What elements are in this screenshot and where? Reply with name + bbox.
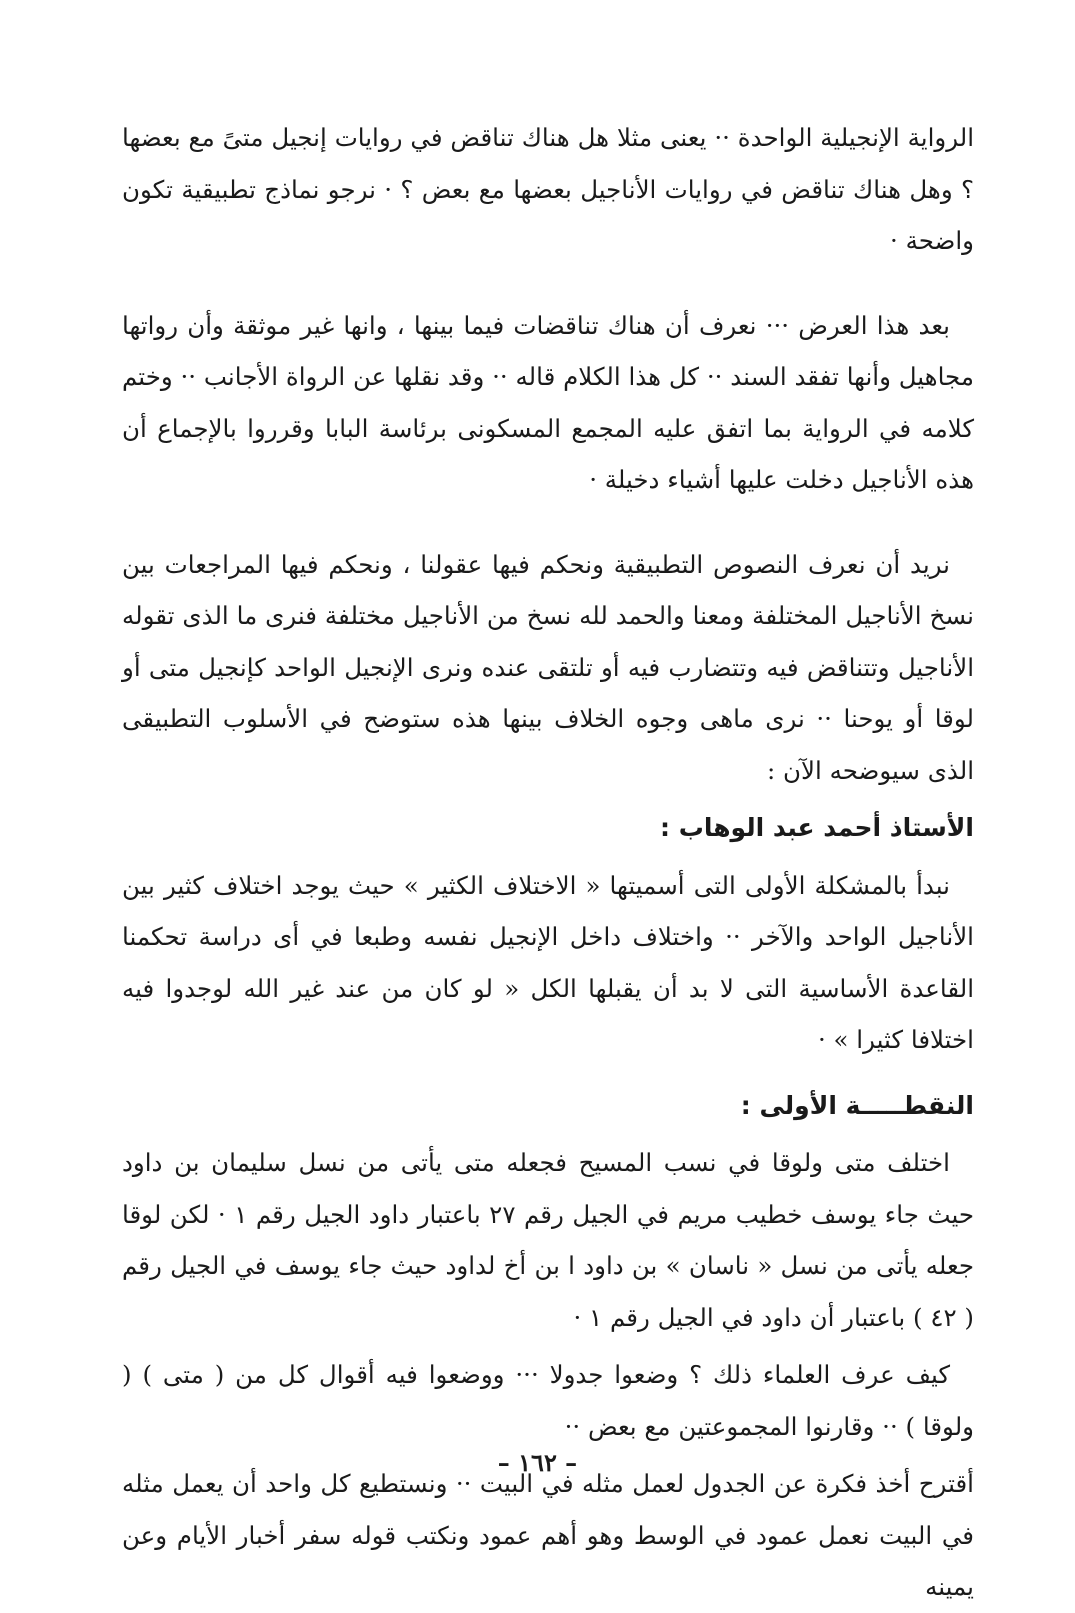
section-heading: النقطـــــة الأولى : (740, 1090, 974, 1120)
paragraph-6: كيف عرف العلماء ذلك ؟ وضعوا جدولا ··· ووضعوا فيه أقوال كل من ( متى ) ( ولوقا ) ·· وقارنوا المجموعتين مع بعض ·· (122, 1360, 974, 1441)
spacer (122, 506, 974, 539)
paragraph-4: نبدأ بالمشكلة الأولى التى أسميتها « الاختلاف الكثير » حيث يوجد اختلاف كثير بين الأناجيل الواحد والآخر ·· واختلاف داخل الإنجيل نفسه وطبعا في أى دراسة تحكمنا القاعدة الأساسية التى لا بد أن يقبلها الكل « لو كان من عند غير الله لوجدوا فيه اختلافا كثيرا » · (122, 870, 974, 1054)
spacer (122, 1066, 974, 1080)
page-body (122, 112, 974, 1613)
paragraph-7: أقترح أخذ فكرة عن الجدول لعمل مثله في البيت ·· ونستطيع كل واحد أن يعمل مثله في البيت نعمل عمود في الوسط وهو أهم عمود ونكتب قوله سفر أخبار الأيام وعن يمينه (122, 1469, 974, 1601)
paragraph-1: الرواية الإنجيلية الواحدة ·· يعنى مثلا هل هناك تناقض في روايات إنجيل متىً مع بعضها ؟ وهل هناك تناقض في روايات الأناجيل بعضها مع بعض ؟ · نرجو نماذج تطبيقية تكون واضحة · (122, 123, 974, 255)
paragraph-3: نريد أن نعرف النصوص التطبيقية ونحكم فيها عقولنا ، ونحكم فيها المراجعات بين نسخ الأناجيل المختلفة ومعنا والحمد لله نسخ من الأناجيل مختلفة فنرى ما الذى تقوله الأناجيل وتتناقض فيه وتتضارب فيه أو تلتقى عنده ونرى الإنجيل الواحد كإنجيل متى أو لوقا أو يوحنا ·· نرى ماهى وجوه الخلاف بينها هذه ستوضح في الأسلوب التطبيقى الذى سيوضحه الآن : (122, 549, 974, 785)
speaker-heading: الأستاذ أحمد عبد الوهاب : (660, 813, 974, 842)
paragraph-5: اختلف متى ولوقا في نسب المسيح فجعله متى يأتى من نسل سليمان بن داود حيث جاء يوسف خطيب مريم في الجيل رقم ٢٧ باعتبار داود الجيل رقم ١ · لكن لوقا جعله يأتى من نسل « ناسان » بن داود ا بن أخ لداود حيث جاء يوسف في الجيل رقم ( ٤٢ ) باعتبار أن داود في الجيل رقم ١ · (122, 1148, 974, 1332)
page-number: – ١٦٢ – (497, 1448, 578, 1477)
paragraph-2: بعد هذا العرض ··· نعرف أن هناك تناقضات فيما بينها ، وانها غير موثقة وأن رواتها مجاهيل وأنها تفقد السند ·· كل هذا الكلام قاله ·· وقد نقلها عن الرواة الأجانب ·· وختم كلامه في الرواية بما اتفق عليه المجمع المسكونى برئاسة البابا وقرروا بالإجماع أن هذه الأناجيل دخلت عليها أشياء دخيلة · (122, 310, 974, 494)
spacer (122, 267, 974, 300)
